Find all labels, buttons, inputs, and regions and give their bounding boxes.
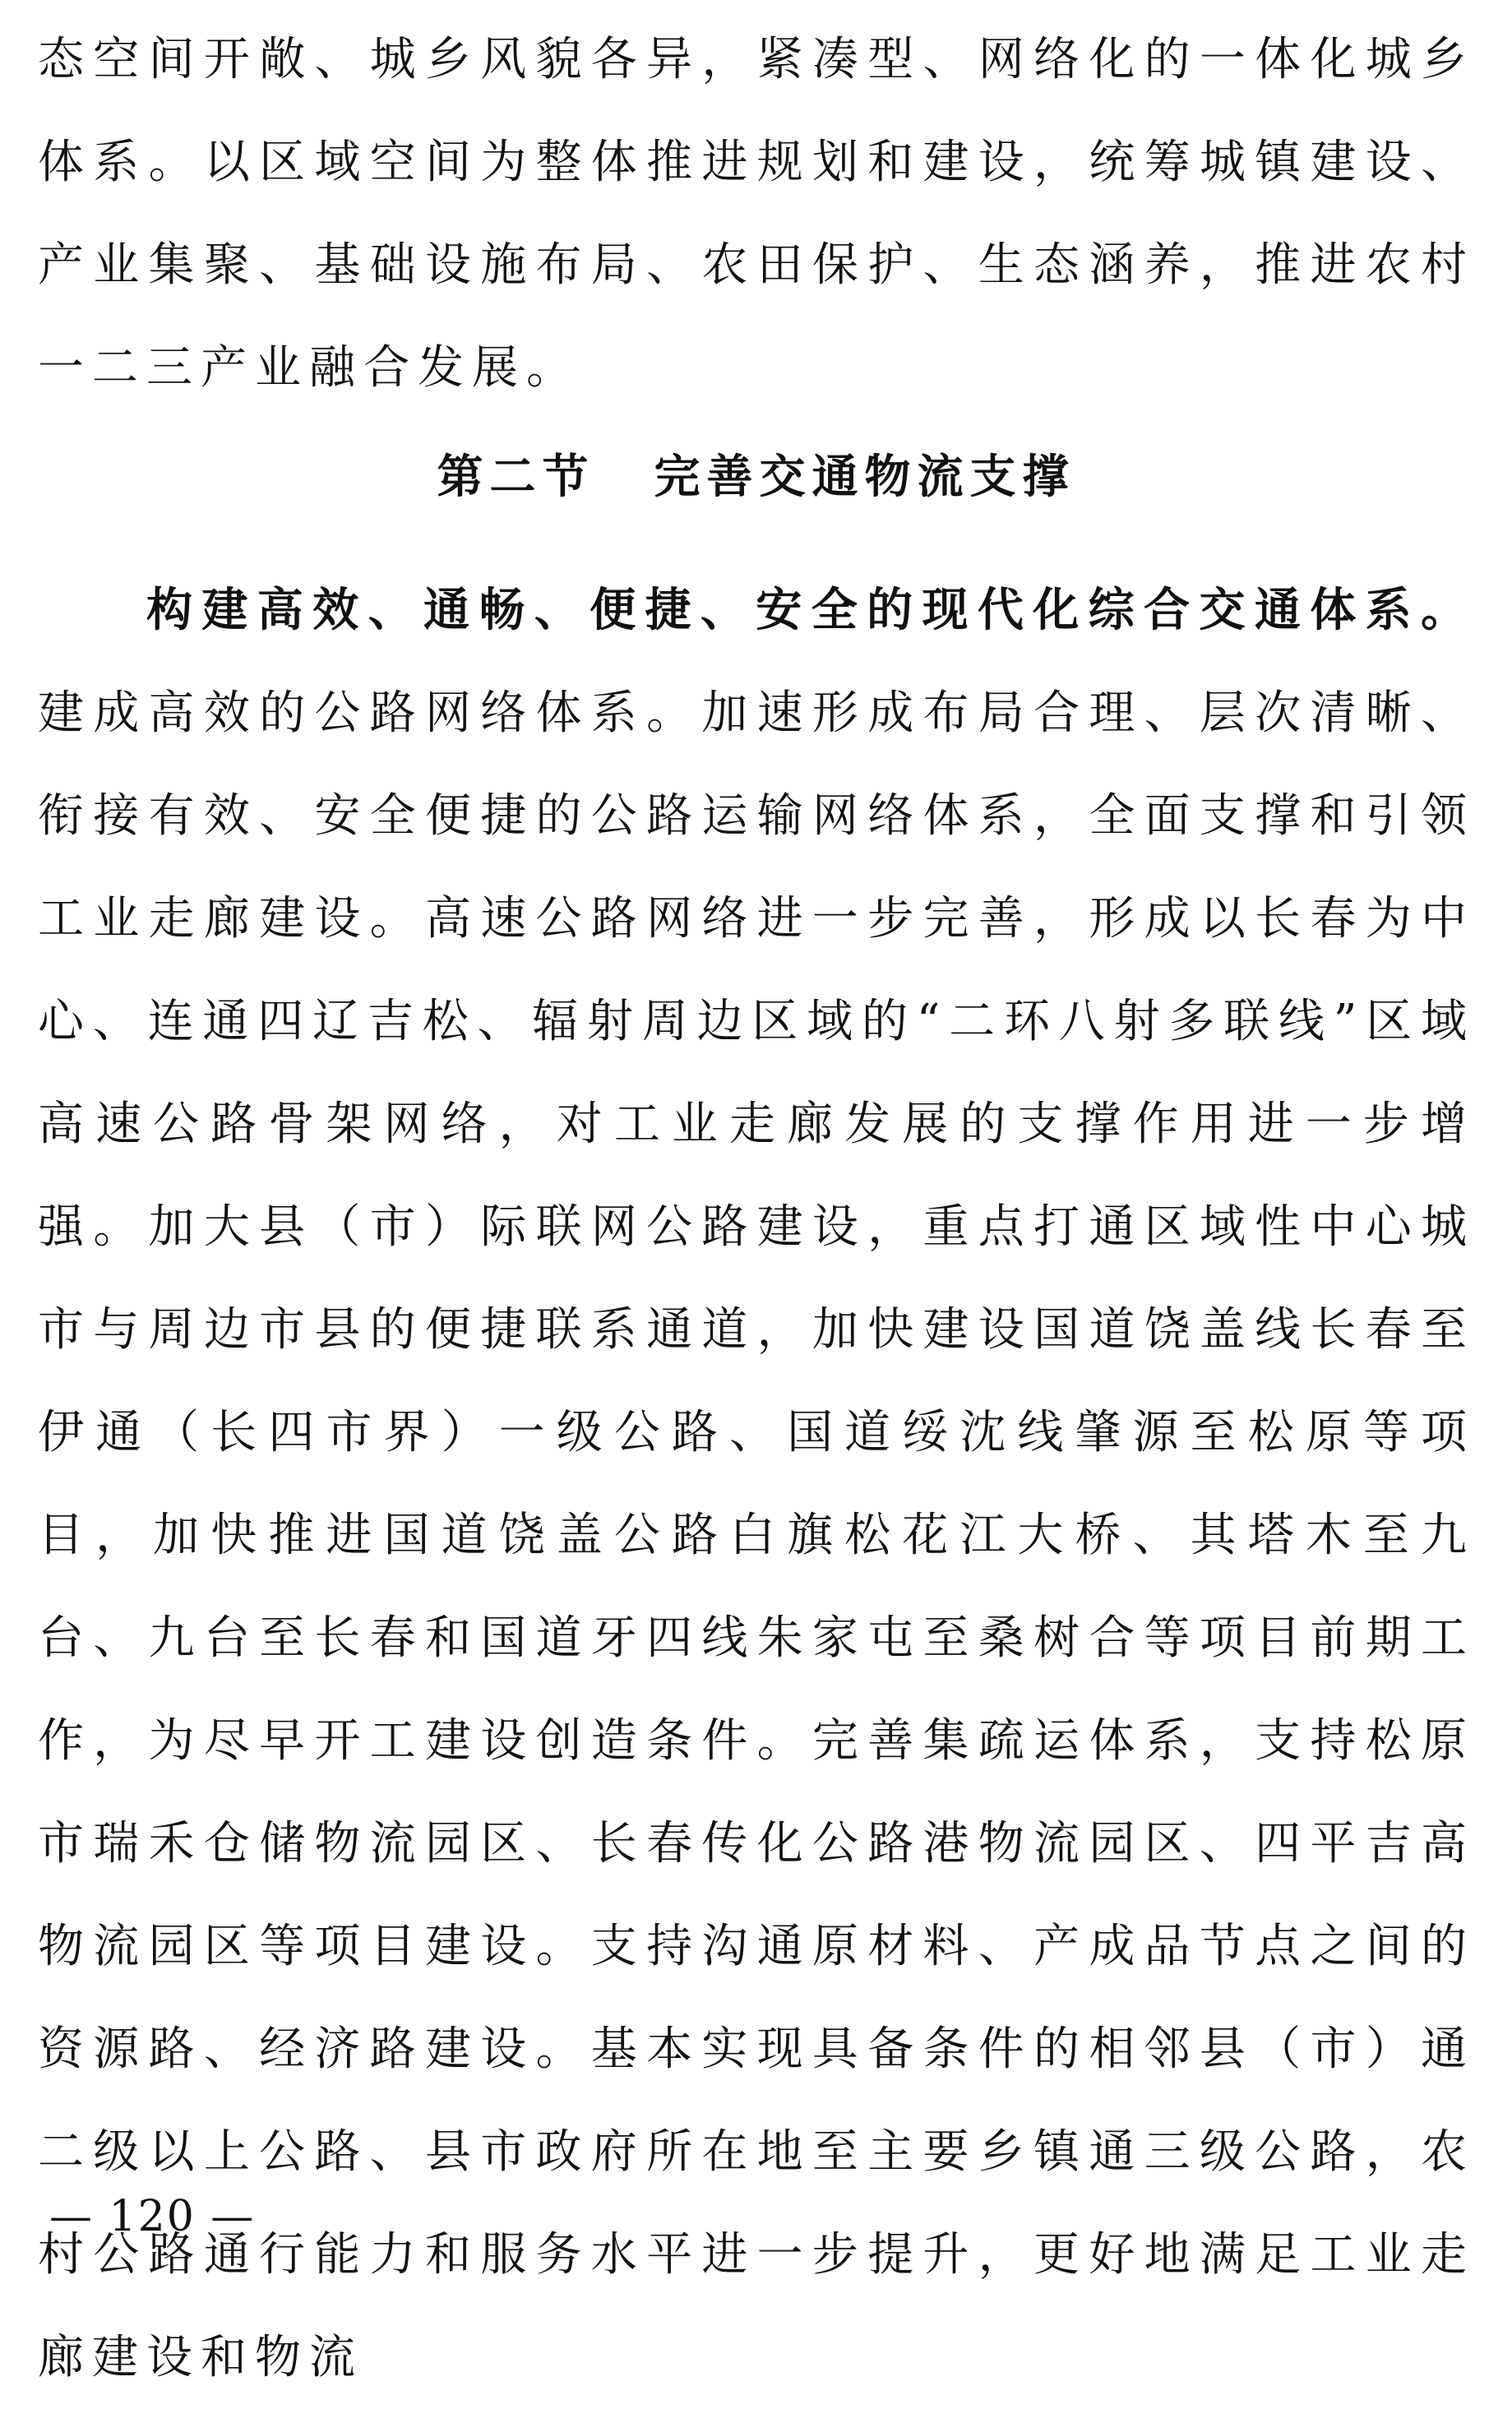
section-number: 第二节 [437,450,595,504]
section-heading [0,436,1512,518]
body-lead-sentence: 构建高效、通畅、便捷、安全的现代化综合交通体系。 [146,583,1475,637]
intro-paragraph: 态空间开敞、城乡风貌各异，紧凑型、网络化的一体化城乡体系。以区域空间为整体推进规划和建设，统筹城镇建设、产业集聚、基础设施布局、农田保护、生态涵养，推进农村一二三产业融合发展。 [38,33,1475,395]
page-number: — 120 — [49,2192,256,2241]
section-title: 完善交通物流支撑 [654,450,1075,504]
body-text: 建成高效的公路网络体系。加速形成布局合理、层次清晰、衔接有效、安全便捷的公路运输网络体系，全面支撑和引领工业走廊建设。高速公路网络进一步完善，形成以长春为中心、连通四辽吉松、辐射周边区域的“二环八射多联线”区域高速公路骨架网络，对工业走廊发展的支撑作用进一步增强。加大县（市）际联网公路建设，重点打通区域性中心城市与周边市县的便捷联系通道，加快建设国道饶盖线长春至伊通（长四市界）一级公路、国道绥沈线肇源至松原等项目，加快推进国道饶盖公路白旗松花江大桥、其塔木至九台、九台至长春和国道牙四线朱家屯至桑树合等项目前期工作，为尽早开工建设创造条件。完善集疏运体系，支持松原市瑞禾仓储物流园区、长春传化公路港物流园区、四平吉高物流园区等项目建设。支持沟通原材料、产成品节点之间的资源路、经济路建设。基本实现具备条件的相邻县（市）通二级以上公路、县市政府所在地至主要乡镇通三级公路，农村公路通行能力和服务水平进一步提升，更好地满足工业走廊建设和物流 [38,687,1475,2384]
body-paragraph [38,559,1475,2409]
